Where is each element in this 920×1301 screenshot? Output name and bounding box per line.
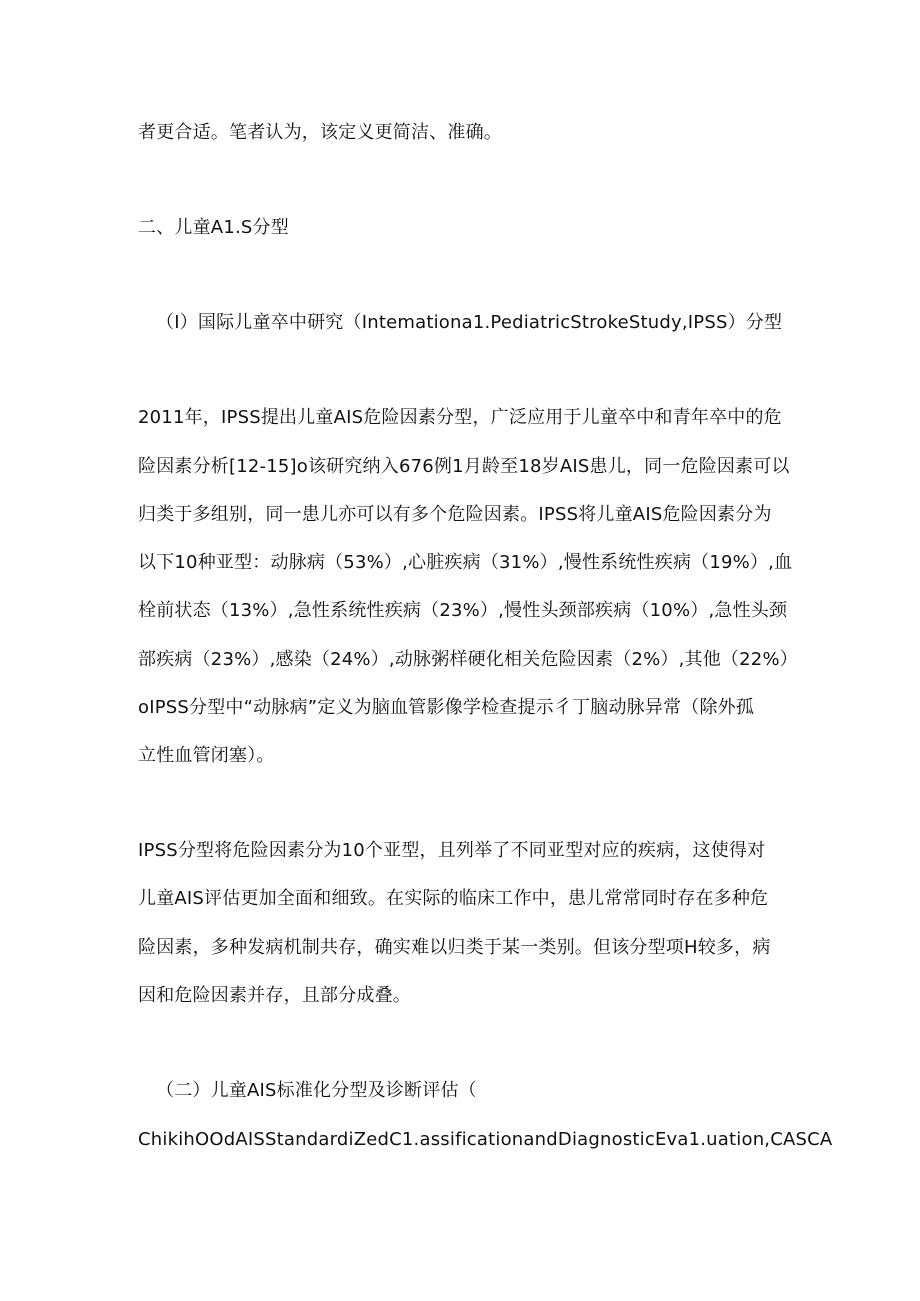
- subsection-heading: （I）国际儿童卒中研究（Intemationa1.PediatricStrokeStudy,IPSS）分型: [156, 312, 783, 333]
- paragraph-line: 立性血管闭塞）。: [138, 745, 275, 766]
- subsection-heading: （二）儿童AIS标准化分型及诊断评估（: [156, 1080, 477, 1101]
- paragraph-continuation-line: 者更合适。笔者认为，该定义更简洁、准确。: [138, 122, 502, 143]
- paragraph-line: 因和危险因素并存，且部分成叠。: [138, 985, 411, 1006]
- subsection-heading-continuation: ChikihOOdAISStandardiZedC1.assificationandDiagnosticEva1.uation,CASCA: [138, 1129, 833, 1150]
- paragraph-line: IPSS分型将危险因素分为10个亚型，且列举了不同亚型对应的疾病，这使得对: [138, 840, 766, 861]
- paragraph-line: 归类于多组别，同一患儿亦可以有多个危险因素。IPSS将儿童AIS危险因素分为: [138, 504, 772, 525]
- paragraph-line: 儿童AIS评估更加全面和细致。在实际的临床工作中，患儿常常同时存在多种危: [138, 888, 769, 909]
- paragraph-line: 险因素，多种发病机制共存，确实难以归类于某一类别。但该分型项H较多，病: [138, 937, 771, 958]
- section-heading: 二、儿童A1.S分型: [138, 217, 289, 238]
- paragraph-line: 以下10种亚型：动脉病（53%）,心脏疾病（31%）,慢性系统性疾病（19%）,血: [138, 552, 793, 573]
- paragraph-line: 险因素分析[12-15]o该研究纳入676例1月龄至18岁AIS患儿，同一危险因素可以: [138, 456, 790, 477]
- paragraph-line: 栓前状态（13%）,急性系统性疾病（23%）,慢性头颈部疾病（10%）,急性头颈: [138, 600, 788, 621]
- paragraph-line: 部疾病（23%）,感染（24%）,动脉粥样硬化相关危险因素（2%）,其他（22%）: [138, 649, 798, 670]
- paragraph-line: 2011年，IPSS提出儿童AIS危险因素分型，广泛应用于儿童卒中和青年卒中的危: [138, 407, 782, 428]
- paragraph-line: oIPSS分型中“动脉病”定义为脑血管影像学检查提示彳丁脑动脉异常（除外孤: [138, 697, 755, 718]
